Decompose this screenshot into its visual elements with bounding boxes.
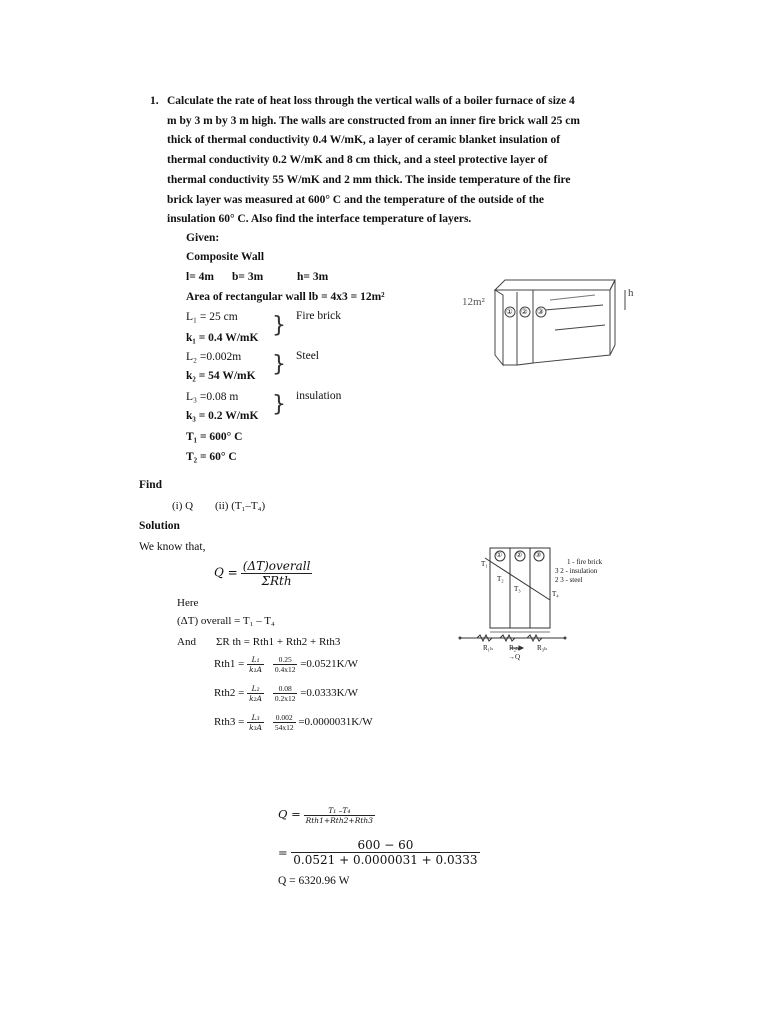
dim-h: h= 3m bbox=[297, 271, 329, 283]
fig1-layer-1: ① bbox=[506, 307, 513, 316]
r2-row bbox=[214, 684, 358, 703]
final-result: Q = 6320.96 W bbox=[278, 875, 350, 887]
fig1-layer-3: ③ bbox=[537, 307, 544, 316]
r2-symbolic-fraction bbox=[247, 684, 264, 703]
q-formula bbox=[214, 559, 312, 588]
r3-row bbox=[214, 713, 373, 732]
q-denominator: ΣRth bbox=[261, 574, 292, 588]
r2-f1-den: k₂A bbox=[249, 694, 263, 703]
fig2-temp-T2: T₂ bbox=[497, 575, 504, 583]
insulation-label: insulation bbox=[296, 390, 342, 402]
sum-resistance-line: ΣR th = Rth1 + Rth2 + Rth3 bbox=[216, 636, 341, 648]
question-number: 1. bbox=[150, 95, 159, 107]
r1-row bbox=[214, 655, 358, 674]
r2-f2-den: 0.2x12 bbox=[274, 694, 296, 703]
fig2-layer-1: ① bbox=[496, 551, 503, 559]
fig2-layer-3: ③ bbox=[535, 551, 542, 559]
and-label: And bbox=[177, 636, 196, 648]
we-know-that: We know that, bbox=[139, 541, 206, 553]
question-line: Calculate the rate of heat loss through the vertical walls of a boiler furnace of size 4 bbox=[167, 95, 575, 107]
fig1-area-label: 12m² bbox=[462, 296, 485, 308]
here-label: Here bbox=[177, 597, 199, 609]
fig2-resist-1: R₁ₕ bbox=[483, 644, 494, 652]
delta-t-line: (ΔT) overall = T₁ – T₄ bbox=[177, 615, 275, 627]
composite-wall-figure bbox=[455, 270, 645, 370]
final-eq: = bbox=[278, 845, 288, 860]
r1-f1-den: k₁A bbox=[249, 665, 263, 674]
question-line: thick of thermal conductivity 0.4 W/mK, a layer of ceramic blanket insulation of bbox=[167, 134, 561, 147]
composite-wall-label: Composite Wall bbox=[186, 251, 265, 263]
L1-value: L₁ = 25 cm bbox=[186, 311, 238, 323]
fig2-temp-T3: T₃ bbox=[514, 585, 521, 593]
final-q-numerator: T₁ –T₄ bbox=[304, 806, 375, 816]
r3-symbolic-fraction bbox=[247, 713, 264, 732]
final-numeric-fraction bbox=[291, 838, 479, 867]
r3-numeric-fraction bbox=[273, 713, 296, 732]
r3-f1-den: k₃A bbox=[249, 723, 263, 732]
fire-brick-label: Fire brick bbox=[296, 310, 342, 322]
q-lhs: Q = bbox=[214, 565, 238, 580]
r3-result: =0.0000031K/W bbox=[298, 716, 373, 729]
final-num: 600 − 60 bbox=[291, 838, 479, 853]
question-line: thermal conductivity 0.2 W/mK and 8 cm thick, and a steel protective layer of bbox=[167, 154, 548, 167]
fig1-layer-2: ② bbox=[521, 307, 528, 316]
fig2-temp-T4: T₄ bbox=[552, 590, 559, 598]
given-heading: Given: bbox=[186, 232, 220, 244]
question-text bbox=[167, 92, 611, 230]
k2-value: k₂ = 54 W/mK bbox=[186, 370, 256, 382]
solution-heading: Solution bbox=[139, 520, 180, 532]
r2-result: =0.0333K/W bbox=[300, 687, 359, 700]
q-numerator: (ΔT)overall bbox=[242, 559, 311, 573]
fig2-heat-flow: →Q bbox=[508, 653, 521, 661]
r2-numeric-fraction bbox=[273, 684, 298, 703]
r1-result: =0.0521K/W bbox=[300, 658, 359, 671]
r3-lhs: Rth3 = bbox=[214, 716, 245, 729]
area-line: Area of rectangular wall lb = 4x3 = 12m² bbox=[186, 291, 385, 303]
final-q-lhs: Q = bbox=[278, 807, 301, 822]
L3-value: L₃ =0.08 m bbox=[186, 391, 239, 403]
question-line: thermal conductivity 55 W/mK and 2 mm thick. The inside temperature of the fire bbox=[167, 173, 571, 186]
find-heading: Find bbox=[139, 479, 163, 491]
brace-fire-brick: } bbox=[272, 313, 286, 338]
fig2-temp-T1: T₁ bbox=[481, 560, 488, 568]
q-fraction bbox=[241, 559, 313, 588]
final-q-fraction bbox=[304, 806, 375, 825]
r1-numeric-fraction bbox=[273, 655, 298, 674]
r2-f2-num: 0.08 bbox=[273, 684, 298, 694]
r3-f2-den: 54x12 bbox=[274, 723, 294, 732]
final-den: 0.0521 + 0.0000031 + 0.0333 bbox=[293, 853, 478, 867]
fig2-legend-1: 1 - fire brick bbox=[567, 558, 603, 566]
r1-lhs: Rth1 = bbox=[214, 658, 245, 671]
question-line: brick layer was measured at 600° C and the temperature of the outside of the bbox=[167, 193, 545, 206]
final-q-formula bbox=[278, 806, 375, 825]
steel-label: Steel bbox=[296, 350, 319, 362]
fig1-h-label: h bbox=[628, 287, 634, 299]
r3-f2-num: 0.002 bbox=[273, 713, 296, 723]
find-item-1: (i) Q bbox=[172, 500, 194, 512]
fig2-legend-3: 2 3 - steel bbox=[555, 576, 583, 584]
dim-b: b= 3m bbox=[232, 271, 264, 283]
final-numeric-formula bbox=[278, 838, 480, 867]
T2-value: T₂ = 60° C bbox=[186, 451, 237, 463]
fig2-resist-2: R₂ₕ bbox=[509, 644, 520, 652]
brace-insulation: } bbox=[272, 392, 286, 417]
r1-f1-num: L₁ bbox=[247, 655, 264, 665]
find-item-2: (ii) (T₁–T₄) bbox=[215, 500, 266, 512]
fig2-legend-2: 3 2 - insulation bbox=[555, 567, 598, 575]
r1-symbolic-fraction bbox=[247, 655, 264, 674]
question-line: insulation 60° C. Also find the interface temperature of layers. bbox=[167, 213, 472, 226]
r2-lhs: Rth2 = bbox=[214, 687, 245, 700]
fig2-resist-3: R₃ₕ bbox=[537, 644, 548, 652]
final-q-denominator: Rth1+Rth2+Rth3 bbox=[305, 816, 373, 825]
r2-f1-num: L₂ bbox=[247, 684, 264, 694]
question-line: m by 3 m by 3 m high. The walls are constructed from an inner fire brick wall 25 cm bbox=[167, 114, 580, 127]
L2-value: L₂ =0.002m bbox=[186, 351, 242, 363]
dim-l: l= 4m bbox=[186, 271, 214, 283]
r1-f2-den: 0.4x12 bbox=[274, 665, 296, 674]
k3-value: k₃ = 0.2 W/mK bbox=[186, 410, 259, 422]
r1-f2-num: 0.25 bbox=[273, 655, 298, 665]
brace-steel: } bbox=[272, 352, 286, 377]
fig2-layer-2: ② bbox=[516, 551, 523, 559]
r3-f1-num: L₃ bbox=[247, 713, 264, 723]
k1-value: k₁ = 0.4 W/mK bbox=[186, 332, 259, 344]
T1-value: T₁ = 600° C bbox=[186, 431, 243, 443]
